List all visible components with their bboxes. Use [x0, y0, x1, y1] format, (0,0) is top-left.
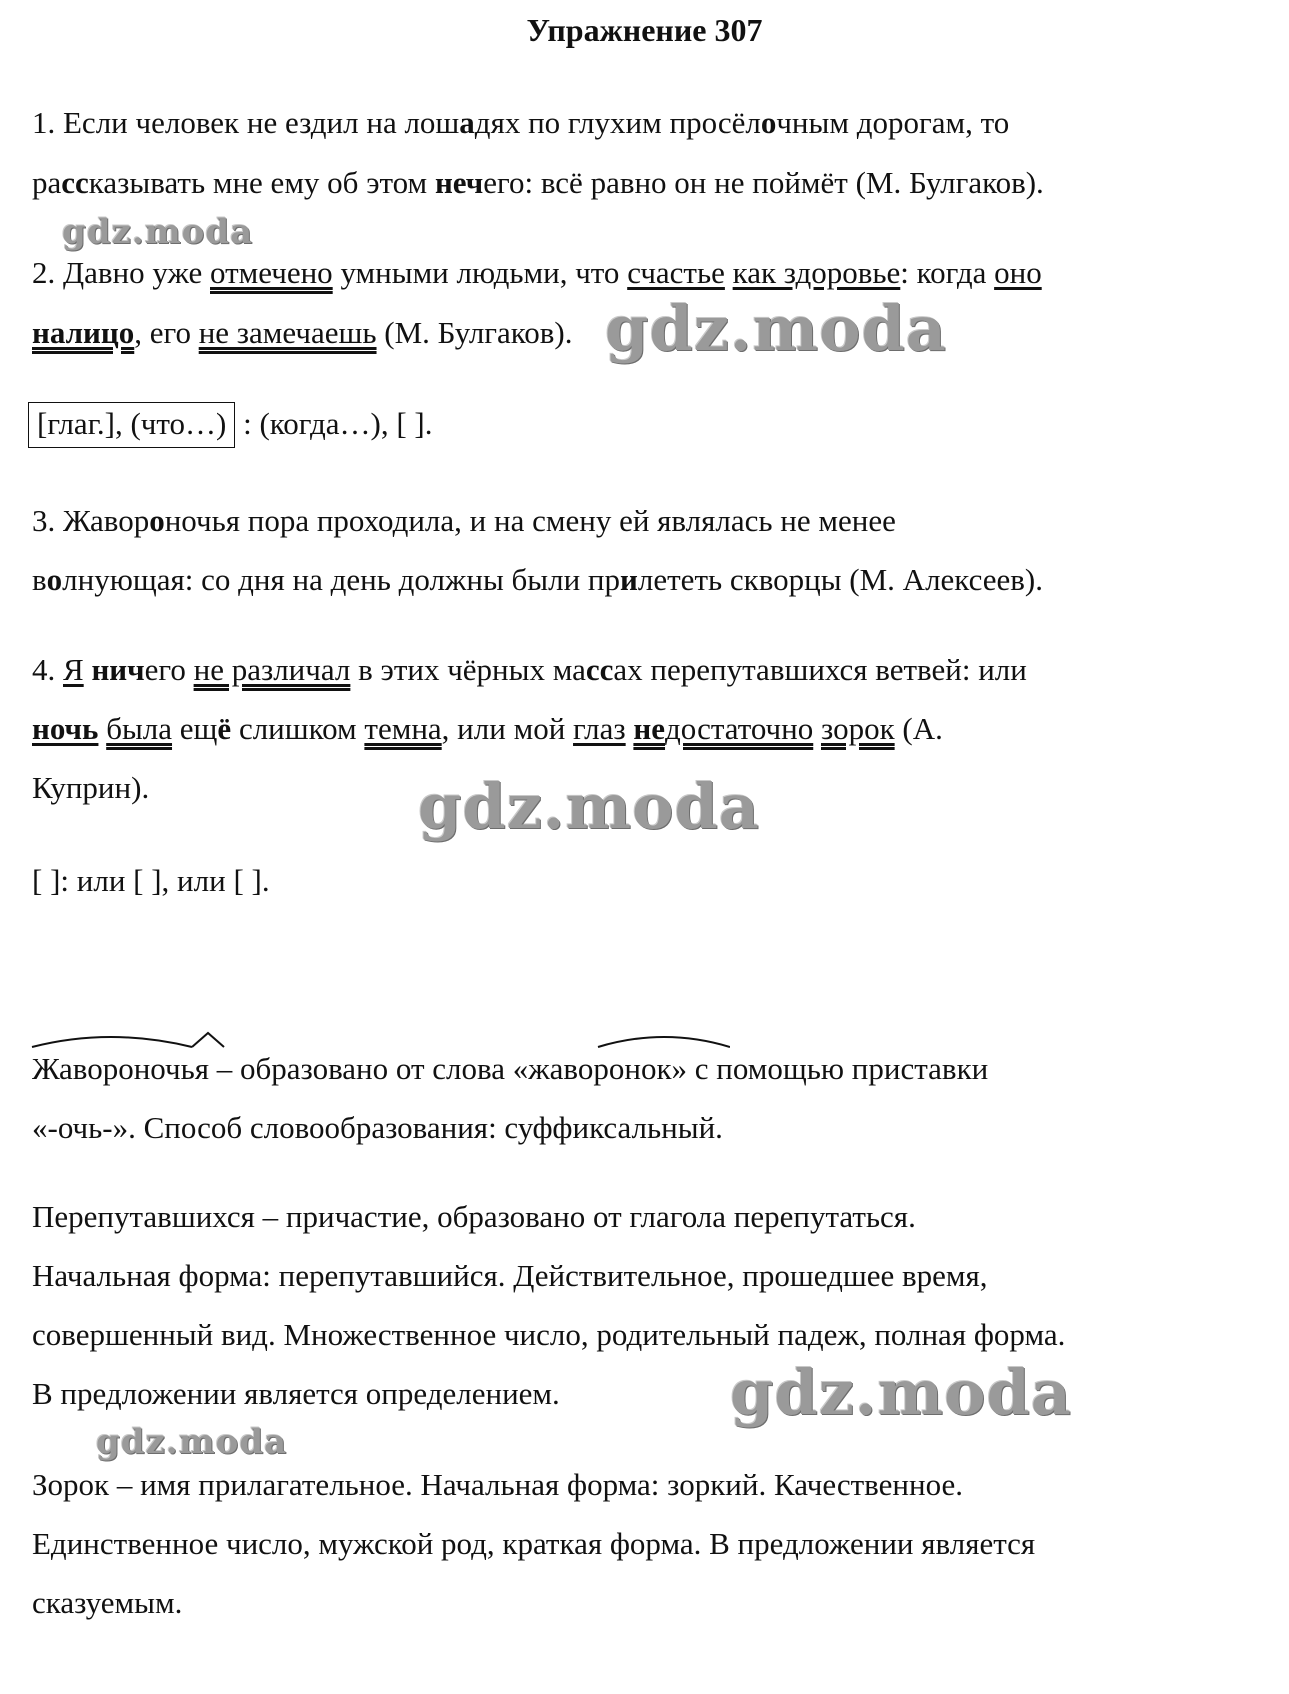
text: очья: [150, 1051, 209, 1086]
predicate: зорок: [821, 711, 895, 746]
text: ещ: [172, 711, 218, 746]
orthogram: нич: [91, 652, 145, 687]
suffix-cap: [192, 1033, 224, 1047]
orthogram: о: [46, 562, 63, 597]
sentence-4-line-1: [32, 651, 1027, 689]
subject: глаз: [573, 711, 626, 746]
sentence-3-line-1: [32, 502, 896, 540]
text: (А.: [894, 711, 943, 746]
predicate: темна: [364, 711, 442, 746]
text: 2. Давно уже: [32, 255, 210, 290]
text: его: [144, 652, 194, 687]
text: , или мой: [441, 711, 574, 746]
text: » с помощью приставки: [671, 1051, 989, 1086]
analysis-line-5: совершенный вид. Множественное число, родительный падеж, полная форма.: [32, 1317, 1066, 1352]
text: казывать мне ему об этом: [88, 165, 435, 200]
root-arc: [598, 1037, 730, 1047]
watermark: gdz.moda: [96, 1422, 288, 1462]
orthogram: сс: [61, 165, 89, 200]
orthogram: о: [149, 503, 165, 538]
orthogram: сс: [585, 652, 614, 687]
scheme-1: [28, 402, 432, 448]
sentence-3-line-2: [32, 561, 1043, 599]
orthogram: не: [633, 711, 666, 746]
analysis-line-2: «-очь-». Способ словообразования: суффиксальный.: [32, 1110, 723, 1145]
text: Куприн).: [32, 770, 150, 805]
text: чным дорогам, то: [776, 105, 1010, 140]
text: 3. Жавор: [32, 503, 150, 538]
subject: ночь: [32, 711, 99, 746]
predicate: отмечено: [210, 255, 333, 290]
orthogram: ё: [217, 711, 232, 746]
watermark: gdz.moda: [62, 212, 254, 252]
text: слишком: [231, 711, 365, 746]
scheme-2: [ ]: или [ ], или [ ].: [32, 863, 270, 898]
text: , его: [134, 315, 199, 350]
root-arc: [32, 1037, 192, 1047]
exercise-title: Упражнение 307: [526, 12, 763, 48]
text: ночья пора проходила, и на смену ей являлась не менее: [164, 503, 896, 538]
text: : когда: [900, 255, 995, 290]
text: лнующая: со дня на день должны были пр: [62, 562, 621, 597]
orthogram: а: [459, 105, 475, 140]
predicate: достаточно: [665, 711, 814, 746]
text: дях по глухим просёл: [474, 105, 761, 140]
text: его: всё равно он не поймёт (М. Булгаков).: [483, 165, 1044, 200]
text: ра: [32, 165, 62, 200]
sentence-4-line-2: [32, 710, 943, 748]
subject: счастье: [627, 255, 725, 290]
predicate: налицо: [32, 315, 135, 350]
text: – образовано от слова «: [208, 1051, 529, 1086]
analysis-line-6: В предложении является определением.: [32, 1376, 560, 1411]
orthogram: о: [760, 105, 777, 140]
text: 4.: [32, 652, 63, 687]
analysis-line-9: сказуемым.: [32, 1585, 183, 1620]
text: ах перепутавшихся ветвей: или: [613, 652, 1027, 687]
text: умными людьми, что: [332, 255, 628, 290]
predicate: как здоровье: [732, 255, 901, 290]
analysis-line-7: Зорок – имя прилагательное. Начальная форма: зоркий. Качественное.: [32, 1467, 963, 1502]
text: (М. Булгаков).: [376, 315, 573, 350]
sentence-1-line-1: [32, 104, 1009, 142]
predicate: была: [106, 711, 173, 746]
sentence-4-line-3: [32, 769, 149, 807]
orthogram: и: [620, 562, 638, 597]
scheme-text: : (когда…), [ ].: [235, 406, 433, 441]
sentence-1-line-2: [32, 164, 1044, 202]
analysis-line-4: Начальная форма: перепутавшийся. Действительное, прошедшее время,: [32, 1258, 988, 1293]
sentence-2-line-1: [32, 254, 1042, 292]
analysis-line-8: Единственное число, мужской род, краткая форма. В предложении является: [32, 1526, 1036, 1561]
text: жаворонок: [528, 1051, 672, 1086]
subject: оно: [994, 255, 1042, 290]
sentence-2-line-2: [32, 314, 572, 352]
text: в: [32, 562, 47, 597]
text: Жаворон: [32, 1051, 151, 1086]
scheme-box: [глаг.], (что…): [28, 402, 235, 448]
analysis-line-3: Перепутавшихся – причастие, образовано от глагола перепутаться.: [32, 1199, 916, 1234]
text: 1. Если человек не ездил на лош: [32, 105, 460, 140]
watermark: gdz.moda: [418, 770, 760, 843]
space: [813, 711, 821, 746]
text: лететь скворцы (М. Алексеев).: [637, 562, 1043, 597]
watermark: gdz.moda: [605, 292, 947, 365]
analysis-line-1: [32, 1050, 988, 1088]
orthogram: неч: [434, 165, 484, 200]
subject: Я: [63, 652, 84, 687]
watermark: gdz.moda: [730, 1356, 1072, 1429]
predicate: не различал: [193, 652, 351, 687]
predicate: не замечаешь: [198, 315, 377, 350]
text: в этих чёрных ма: [350, 652, 586, 687]
